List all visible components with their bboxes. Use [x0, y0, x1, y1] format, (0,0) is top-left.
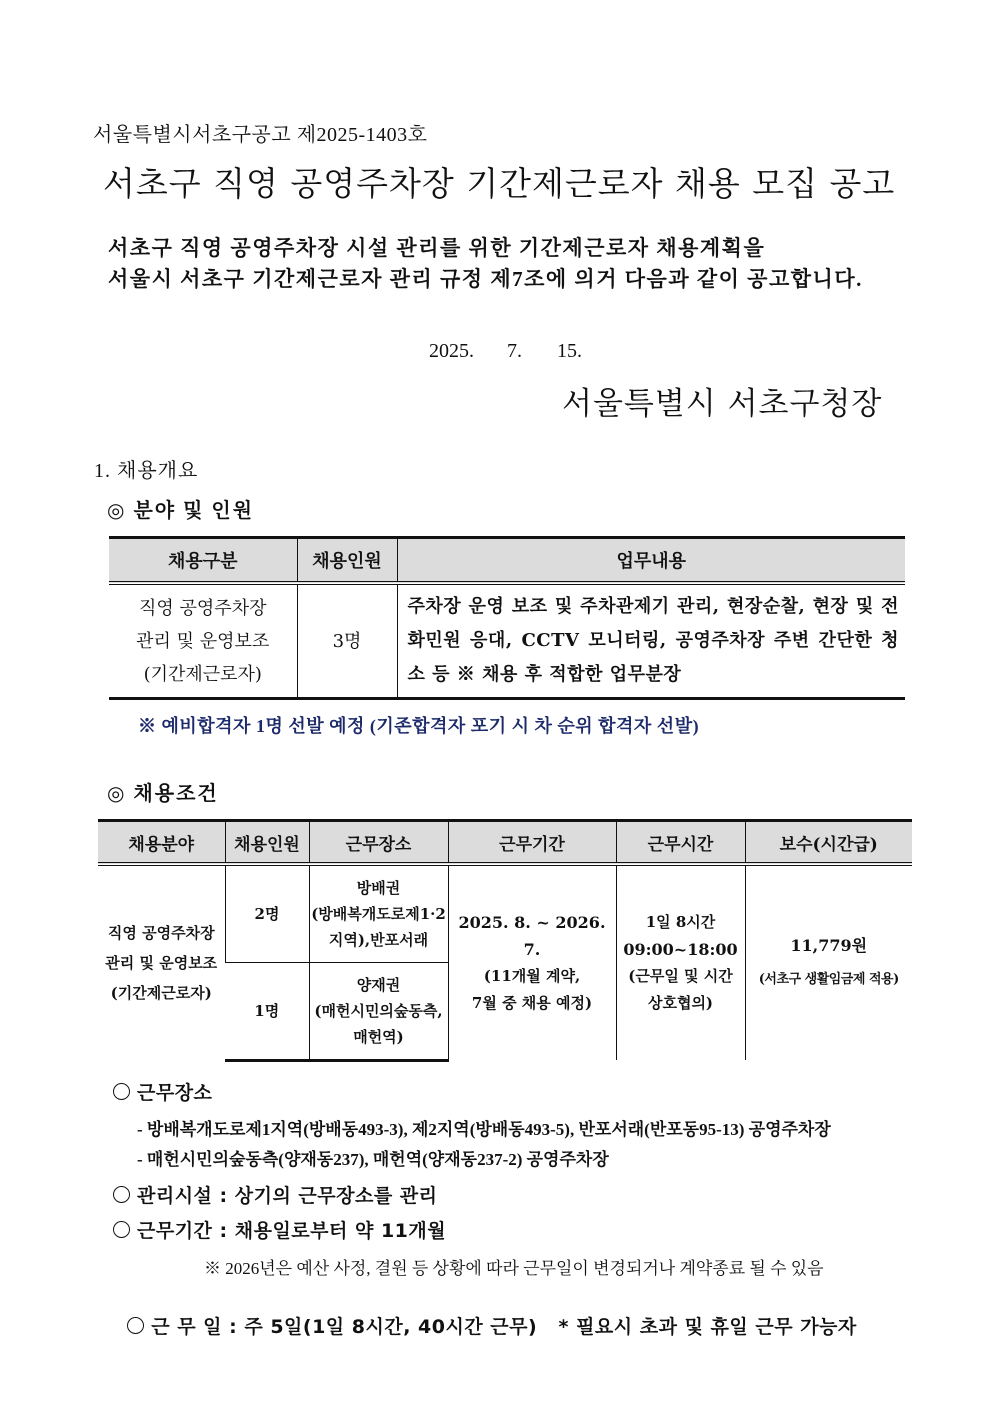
facility-line: 관리시설 : 상기의 근무장소를 관리	[113, 1181, 438, 1208]
table-row	[109, 583, 905, 699]
positions-table	[109, 536, 905, 700]
document-title: 서초구 직영 공영주차장 기간제근로자 채용 모집 공고	[103, 164, 896, 203]
conditions-table	[98, 819, 912, 1062]
table-row	[98, 864, 912, 962]
subsection-conditions-title: ◎ 채용조건	[107, 783, 219, 805]
workdays-line: 근 무 일 : 주 5일(1일 8시간, 40시간 근무) * 필요시 초과 및 휴일 근무 가능자	[113, 1290, 857, 1339]
col-header-field: 채용분야	[98, 821, 225, 865]
reserve-candidate-note: ※ 예비합격자 1명 선발 예정 (기존합격자 포기 시 차 순위 합격자 선발)	[138, 716, 700, 736]
col-header-category: 채용구분	[109, 538, 297, 584]
term-note: ※ 2026년은 예산 사정, 결원 등 상황에 따라 근무일이 변경되거나 계약종료 될 수 있음	[204, 1259, 824, 1278]
headcount-cell: 1명	[225, 962, 309, 1060]
date-month: 7.	[507, 340, 522, 362]
circle-bullet-icon	[113, 1221, 130, 1238]
duties-cell: 주차장 운영 보조 및 주차관제기 관리, 현장순찰, 현장 및 전화민원 응대, CCTV 모니터링, 공영주차장 주변 간단한 청소 등 ※ 채용 후 적합한 업무분장	[397, 583, 905, 699]
col-header-headcount: 채용인원	[297, 538, 397, 584]
col-header-headcount: 채용인원	[225, 821, 309, 865]
circle-bullet-icon	[127, 1317, 144, 1334]
field-cell: 직영 공영주차장 관리 및 운영보조 (기간제근로자)	[105, 924, 218, 1002]
headcount-cell: 3명	[297, 583, 397, 699]
location-cell: 방배권 (방배복개도로제1·2 지역),반포서래	[309, 864, 448, 962]
col-header-pay: 보수(시간급)	[745, 821, 912, 865]
workplace-item-1: - 방배복개도로제1지역(방배동493-3), 제2지역(방배동493-5), 반포서래(반포동95-13) 공영주차장	[137, 1120, 831, 1139]
notice-number: 서울특별시서초구공고 제2025-1403호	[93, 124, 428, 146]
notice-date	[429, 340, 582, 363]
col-header-period: 근무기간	[448, 821, 616, 865]
issuer: 서울특별시 서초구청장	[562, 386, 883, 422]
hours-cell: 1일 8시간 09:00~18:00 (근무일 및 시간 상호협의)	[616, 864, 745, 1060]
workplace-heading: 근무장소	[113, 1078, 212, 1105]
period-cell: 2025. 8. ~ 2026. 7. (11개월 계약, 7월 중 채용 예정)	[448, 864, 616, 1060]
category-cell: 직영 공영주차장 관리 및 운영보조 (기간제근로자)	[109, 583, 297, 699]
date-year: 2025.	[429, 340, 474, 362]
term-line: 근무기간 : 채용일로부터 약 11개월	[113, 1216, 446, 1243]
circle-bullet-icon	[113, 1083, 130, 1100]
intro-line-2: 서울시 서초구 기간제근로자 관리 규정 제7조에 의거 다음과 같이 공고합니다.	[108, 267, 863, 291]
col-header-hours: 근무시간	[616, 821, 745, 865]
col-header-duties: 업무내용	[397, 538, 905, 584]
intro-line-1: 서초구 직영 공영주차장 시설 관리를 위한 기간제근로자 채용계획을	[108, 236, 766, 260]
circle-bullet-icon	[113, 1186, 130, 1203]
section-1-title: 1. 채용개요	[94, 460, 199, 482]
col-header-location: 근무장소	[309, 821, 448, 865]
headcount-cell: 2명	[225, 864, 309, 962]
date-day: 15.	[557, 340, 582, 362]
location-cell: 양재권 (매헌시민의숲동측, 매헌역)	[309, 962, 448, 1060]
pay-cell: 11,779원 (서초구 생활임금제 적용)	[745, 864, 912, 1060]
workplace-item-2: - 매헌시민의숲동측(양재동237), 매헌역(양재동237-2) 공영주차장	[137, 1150, 609, 1169]
subsection-positions-title: ◎ 분야 및 인원	[107, 500, 255, 522]
